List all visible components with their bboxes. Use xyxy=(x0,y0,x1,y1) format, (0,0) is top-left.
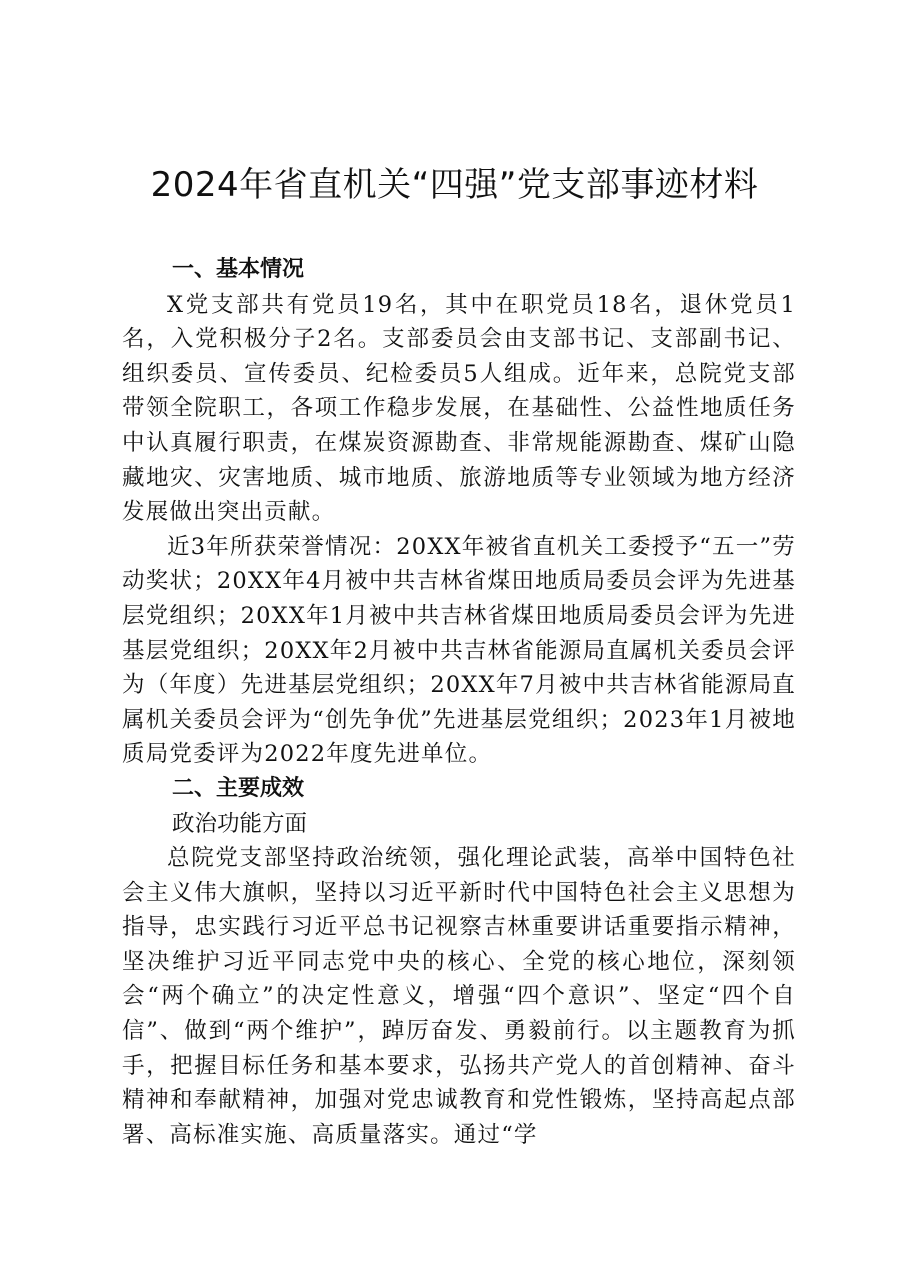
page-title: 2024年省直机关“四强”党支部事迹材料 xyxy=(150,165,759,205)
section-heading: 一、基本情况 xyxy=(172,257,305,282)
section-subheading: 政治功能方面 xyxy=(172,810,308,837)
paragraph: 近3年所获荣誉情况：20XX年被省直机关工委授予“五一”劳动奖状；20XX年4月被中共吉林省煤田地质局委员会评为先进基层党组织；20XX年1月被中共吉林省煤田地质局委员会评为先进基层党组织；20XX年2月被中共吉林省能源局直属机关委员会评为（年度）先进基层党组织；20XX年7月被中共吉林省能源局直属机关委员会评为“创先争优”先进基层党组织；2023年1月被地质局党委评为2022年度先进单位。 xyxy=(122,533,796,768)
document-body xyxy=(122,253,796,1152)
section-heading: 二、主要成效 xyxy=(172,775,305,801)
paragraph: 总院党支部坚持政治统领，强化理论武装，高举中国特色社会主义伟大旗帜，坚持以习近平新时代中国特色社会主义思想为指导，忠实践行习近平总书记视察吉林重要讲话重要指示精神，坚决维护习近平同志党中央的核心、全党的核心地位，深刻领会“两个确立”的决定性意义，增强“四个意识”、坚定“四个自信”、做到“两个维护”，踔厉奋发、勇毅前行。以主题教育为抓手，把握目标任务和基本要求，弘扬共产党人的首创精神、奋斗精神和奉献精神，加强对党忠诚教育和党性锻炼，坚持高起点部署、高标准实施、高质量落实。通过“学 xyxy=(122,845,796,1148)
section-basic-info xyxy=(122,253,796,772)
paragraph: X党支部共有党员19名，其中在职党员18名，退休党员1名，入党积极分子2名。支部委员会由支部书记、支部副书记、组织委员、宣传委员、纪检委员5人组成。近年来，总院党支部带领全院职工，各项工作稳步发展，在基础性、公益性地质任务中认真履行职责，在煤炭资源勘查、非常规能源勘查、煤矿山隐藏地灾、灾害地质、城市地质、旅游地质等专业领域为地方经济发展做出突出贡献。 xyxy=(122,291,796,526)
section-main-results xyxy=(122,772,796,1153)
